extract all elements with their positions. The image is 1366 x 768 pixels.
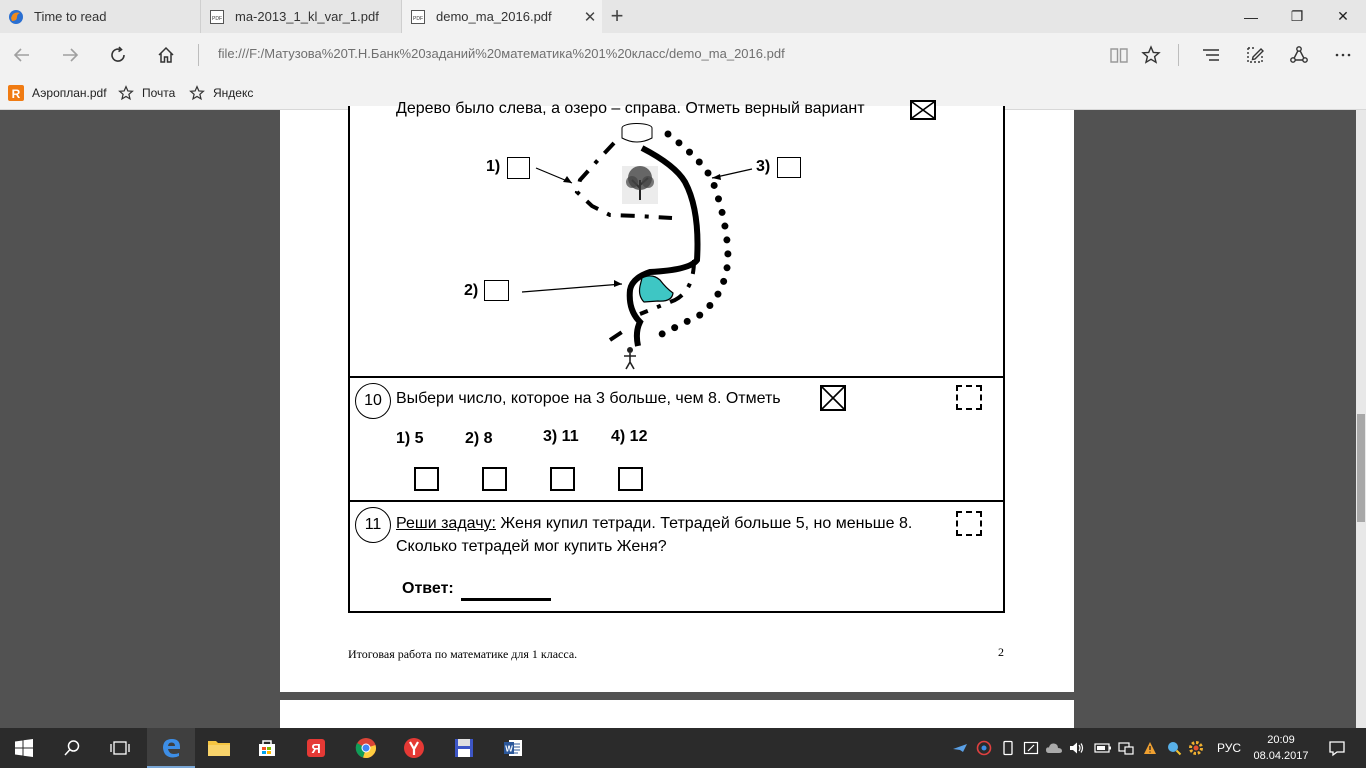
taskbar-store[interactable] — [243, 728, 291, 768]
hub-button[interactable] — [1195, 39, 1227, 71]
person-icon — [624, 347, 636, 369]
q10-option-1: 1) 5 — [396, 430, 424, 447]
start-button[interactable] — [0, 728, 48, 768]
refresh-icon — [108, 45, 128, 65]
clock[interactable] — [1250, 732, 1312, 764]
more-icon — [1333, 45, 1353, 65]
scrollbar-thumb[interactable] — [1357, 414, 1365, 522]
svg-text:R: R — [11, 87, 21, 101]
word-icon — [502, 737, 524, 759]
search-icon — [63, 739, 81, 757]
taskbar-yandex-browser[interactable] — [292, 728, 340, 768]
edge-icon — [160, 736, 182, 758]
share-icon — [1289, 45, 1309, 65]
star-icon — [189, 85, 205, 101]
q9-option-3-label: 3) — [756, 158, 771, 175]
tab-bar — [0, 0, 1366, 33]
search-button[interactable] — [48, 728, 96, 768]
favorite-pochta[interactable] — [118, 85, 175, 101]
favorite-label: Аэроплан.pdf — [32, 86, 107, 100]
pdf-icon — [410, 9, 426, 25]
q10-option-2-checkbox[interactable] — [482, 467, 507, 491]
q9-option-2-checkbox[interactable] — [484, 280, 509, 301]
folder-icon — [207, 738, 231, 758]
address-separator — [198, 44, 199, 66]
restore-button[interactable]: ❐ — [1290, 8, 1304, 24]
favorite-aeroplan[interactable] — [8, 85, 107, 101]
tab-close-button[interactable]: ✕ — [583, 8, 597, 26]
pdf-icon — [209, 9, 225, 25]
notification-icon — [1328, 740, 1346, 756]
battery-icon — [1094, 742, 1112, 754]
home-button[interactable] — [150, 39, 182, 71]
q9-option-2-label: 2) — [464, 282, 479, 299]
svg-text:Я: Я — [311, 741, 321, 756]
pen-icon — [1023, 740, 1039, 756]
refresh-button[interactable] — [102, 39, 134, 71]
q11-problem-text — [396, 515, 912, 533]
tray-pen-icon[interactable] — [1021, 728, 1041, 768]
svg-text:W: W — [505, 744, 513, 754]
gear-icon — [1188, 740, 1204, 756]
phone-icon — [1000, 740, 1016, 756]
q10-option-3: 3) 11 — [543, 428, 579, 445]
forward-arrow-icon — [60, 45, 80, 65]
q9-instruction-text: Дерево было слева, а озеро – справа. Отметь верный вариант — [396, 100, 865, 117]
back-arrow-icon — [12, 45, 32, 65]
q10-option-3-checkbox[interactable] — [550, 467, 575, 491]
q11-label: Реши задачу: — [396, 515, 496, 532]
question-number: 10 — [355, 383, 391, 419]
favorite-label: Яндекс — [213, 86, 254, 100]
svg-text:PDF: PDF — [212, 15, 222, 22]
cloud-icon — [1045, 741, 1063, 755]
pdf-viewer[interactable] — [0, 100, 1366, 728]
star-icon — [118, 85, 134, 101]
star-icon — [1141, 45, 1161, 65]
tab-title: Time to read — [34, 9, 107, 24]
tray-cloud-icon[interactable] — [1044, 728, 1064, 768]
plane-icon — [952, 740, 968, 756]
taskbar-save-app[interactable] — [440, 728, 488, 768]
q9-option-1-label: 1) — [486, 158, 501, 175]
web-note-button[interactable] — [1239, 39, 1271, 71]
question-number: 11 — [355, 507, 391, 543]
taskbar-yandex[interactable] — [390, 728, 438, 768]
q11-text-line-2: Сколько тетрадей мог купить Женя? — [396, 538, 667, 555]
aeroplan-icon — [8, 85, 24, 101]
q10-score-box — [956, 385, 982, 410]
q11-answer-label: Ответ: — [402, 580, 454, 597]
tray-device-icon[interactable] — [998, 728, 1018, 768]
magnifier-icon — [1166, 740, 1182, 756]
task-view-icon — [110, 740, 130, 756]
firefox-icon — [8, 9, 24, 25]
tray-security-icon[interactable] — [974, 728, 994, 768]
chrome-icon — [355, 737, 377, 759]
favorite-label: Почта — [142, 86, 176, 100]
yandex-icon — [403, 737, 425, 759]
pen-note-icon — [1245, 45, 1265, 65]
q10-option-2: 2) 8 — [465, 430, 493, 447]
yandex-browser-icon — [305, 737, 327, 759]
svg-text:PDF: PDF — [413, 15, 423, 22]
tray-connection-icon[interactable] — [1140, 728, 1160, 768]
q10-option-4: 4) 12 — [611, 428, 648, 445]
taskbar-edge[interactable] — [147, 728, 195, 768]
q11-answer-line[interactable] — [461, 598, 551, 601]
q10-option-4-checkbox[interactable] — [618, 467, 643, 491]
tab-title: demo_ma_2016.pdf — [436, 9, 552, 24]
task-view-button[interactable] — [96, 728, 144, 768]
taskbar-chrome[interactable] — [342, 728, 390, 768]
q10-instruction-text: Выбери число, которое на 3 больше, чем 8. Отметь — [396, 390, 781, 407]
taskbar-file-explorer[interactable] — [195, 728, 243, 768]
language-indicator[interactable]: РУС — [1216, 741, 1242, 755]
tray-battery-icon[interactable] — [1093, 728, 1113, 768]
windows-icon — [15, 739, 33, 757]
lake-icon — [640, 276, 674, 302]
start-building-icon — [622, 124, 652, 143]
clock-date: 08.04.2017 — [1253, 750, 1309, 762]
action-center-button[interactable] — [1322, 728, 1352, 768]
network-icon — [1118, 740, 1134, 756]
clock-time: 20:09 — [1267, 734, 1295, 746]
store-icon — [256, 737, 278, 759]
favorite-yandex[interactable] — [189, 85, 253, 101]
tray-volume-icon[interactable] — [1067, 728, 1087, 768]
new-tab-button[interactable]: + — [610, 3, 624, 28]
q10-option-1-checkbox[interactable] — [414, 467, 439, 491]
pdf-page — [280, 100, 1074, 692]
tray-search-icon[interactable] — [1164, 728, 1184, 768]
shield-icon — [976, 740, 992, 756]
q9-option-3-checkbox[interactable] — [777, 157, 801, 178]
taskbar — [0, 728, 1366, 768]
address-bar[interactable]: file:///F:/Матузова%20Т.Н.Банк%20заданий%20математика%201%20класс/demo_ma_2016.pdf — [218, 46, 785, 61]
minimize-button[interactable]: — — [1244, 8, 1258, 25]
navigation-bar — [0, 33, 1366, 77]
tree-icon — [622, 166, 658, 204]
tab-title: ma-2013_1_kl_var_1.pdf — [235, 9, 379, 24]
q11-text-line-1: Женя купил тетради. Тетрадей больше 5, но меньше 8. — [495, 515, 913, 532]
forward-button[interactable] — [54, 39, 86, 71]
tab-demo-ma-2016[interactable] — [402, 0, 602, 33]
floppy-disk-icon — [453, 737, 475, 759]
tray-app-icon[interactable] — [950, 728, 970, 768]
connection-warning-icon — [1142, 740, 1158, 756]
q9-option-1-checkbox[interactable] — [507, 157, 530, 179]
book-icon — [1109, 45, 1129, 65]
q11-score-box — [956, 511, 982, 536]
toolbar-separator — [1178, 44, 1179, 66]
q10-sample-checkbox — [820, 385, 846, 411]
page-footer: Итоговая работа по математике для 1 класса. — [348, 647, 578, 661]
share-button[interactable] — [1283, 39, 1315, 71]
page-number: 2 — [998, 645, 1004, 659]
back-button[interactable] — [6, 39, 38, 71]
tray-settings-icon[interactable] — [1186, 728, 1206, 768]
tray-network-icon[interactable] — [1116, 728, 1136, 768]
favorite-button[interactable] — [1135, 39, 1167, 71]
more-button[interactable] — [1327, 39, 1359, 71]
tab-ma-2013[interactable] — [201, 0, 402, 33]
tab-time-to-read[interactable] — [0, 0, 201, 33]
volume-icon — [1069, 740, 1085, 756]
hub-icon — [1201, 45, 1221, 65]
taskbar-word[interactable] — [489, 728, 537, 768]
reading-view-button[interactable] — [1103, 39, 1135, 71]
route-map-figure — [280, 110, 1074, 380]
close-window-button[interactable]: ✕ — [1337, 8, 1349, 24]
home-icon — [156, 45, 176, 65]
